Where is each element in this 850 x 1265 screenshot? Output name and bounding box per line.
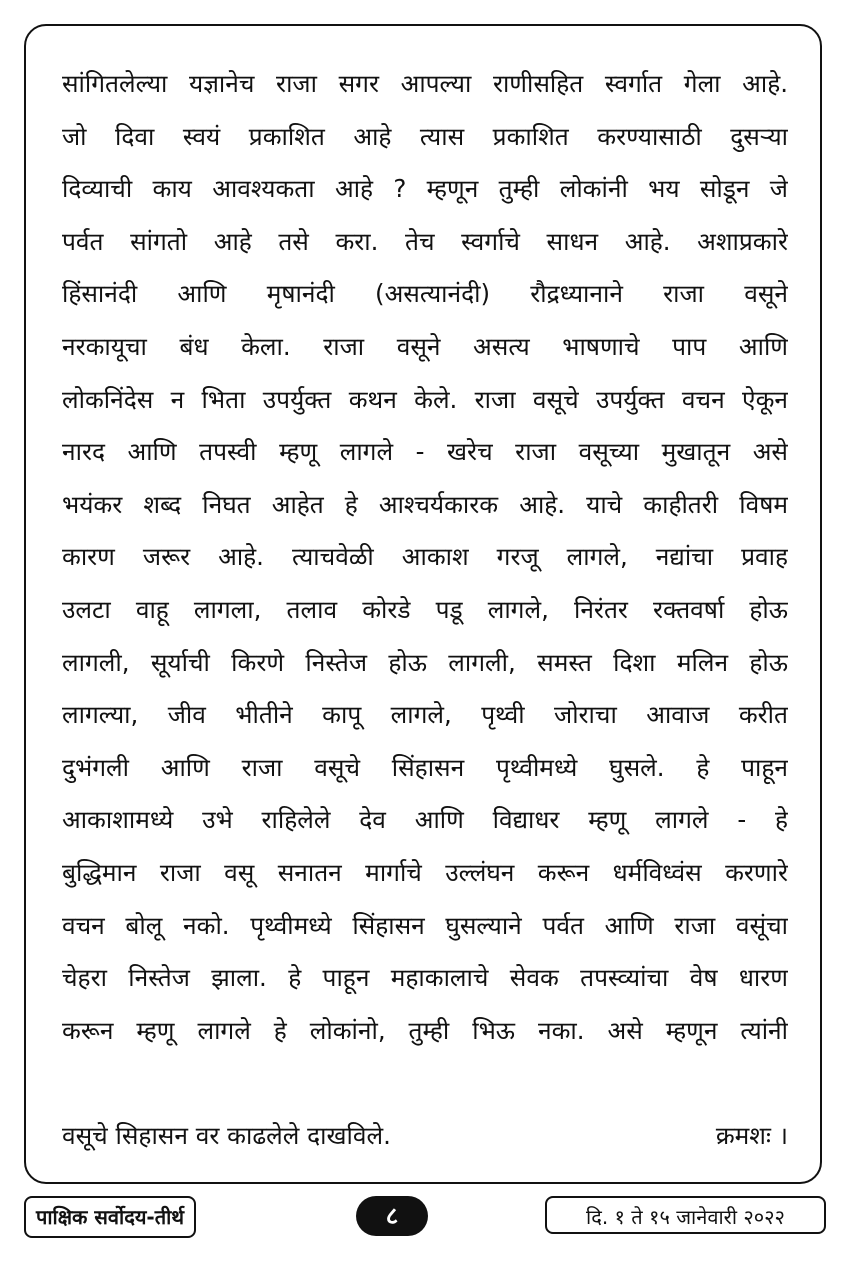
article-line: नारद आणि तपस्वी म्हणू लागले - खरेच राजा वसूच्या मुखातून असे (62, 437, 788, 467)
article-line: हिंसानंदी आणि मृषानंदी (असत्यानंदी) रौद्रध्यानाने राजा वसूने (62, 279, 788, 309)
article-line: नरकायूचा बंध केला. राजा वसूने असत्य भाषणाचे पाप आणि (62, 331, 788, 361)
article-line: दुभंगली आणि राजा वसूचे सिंहासन पृथ्वीमध्ये घुसले. हे पाहून (62, 752, 788, 782)
page-footer (0, 1196, 850, 1242)
article-line: जो दिवा स्वयं प्रकाशित आहे त्यास प्रकाशित करण्यासाठी दुसऱ्या (62, 121, 788, 151)
article-last-line (62, 1116, 788, 1156)
article-line: भयंकर शब्द निघत आहेत हे आश्चर्यकारक आहे. याचे काहीतरी विषम (62, 489, 788, 519)
article-line: वचन बोलू नको. पृथ्वीमध्ये सिंहासन घुसल्याने पर्वत आणि राजा वसूंचा (62, 910, 788, 940)
article-line: उलटा वाहू लागला, तलाव कोरडे पडू लागले, निरंतर रक्तवर्षा होऊ (62, 594, 788, 624)
article-line: आकाशामध्ये उभे राहिलेले देव आणि विद्याधर म्हणू लागले - हे (62, 805, 788, 835)
article-line: दिव्याची काय आवश्यकता आहे ? म्हणून तुम्ही लोकांनी भय सोडून जे (62, 174, 788, 204)
article-closing-text: वसूचे सिहासन वर काढलेले दाखविले. (62, 1121, 391, 1150)
article-line: करून म्हणू लागले हे लोकांनो, तुम्ही भिऊ नका. असे म्हणून त्यांनी (62, 1015, 788, 1045)
article-line: पर्वत सांगतो आहे तसे करा. तेच स्वर्गाचे साधन आहे. अशाप्रकारे (62, 226, 788, 256)
page-number-badge: ८ (356, 1196, 428, 1236)
article-line: बुद्धिमान राजा वसू सनातन मार्गाचे उल्लंघन करून धर्मविध्वंस करणारे (62, 857, 788, 887)
article-body (62, 64, 788, 1063)
issue-date: दि. १ ते १५ जानेवारी २०२२ (545, 1196, 826, 1234)
article-frame (24, 24, 822, 1184)
article-line: लागली, सूर्याची किरणे निस्तेज होऊ लागली, समस्त दिशा मलिन होऊ (62, 647, 788, 677)
article-line: सांगितलेल्या यज्ञानेच राजा सगर आपल्या राणीसहित स्वर्गात गेला आहे. (62, 69, 788, 98)
article-line: लोकनिंदेस न भिता उपर्युक्त कथन केले. राजा वसूचे उपर्युक्त वचन ऐकून (62, 384, 788, 414)
article-line: कारण जरूर आहे. त्याचवेळी आकाश गरजू लागले, नद्यांचा प्रवाह (62, 542, 788, 572)
article-line: चेहरा निस्तेज झाला. हे पाहून महाकालाचे सेवक तपस्व्यांचा वेष धारण (62, 963, 788, 993)
article-line: लागल्या, जीव भीतीने कापू लागले, पृथ्वी जोराचा आवाज करीत (62, 700, 788, 730)
continued-marker: क्रमशः । (715, 1121, 788, 1150)
publication-name: पाक्षिक सर्वोदय-तीर्थ (24, 1196, 196, 1238)
